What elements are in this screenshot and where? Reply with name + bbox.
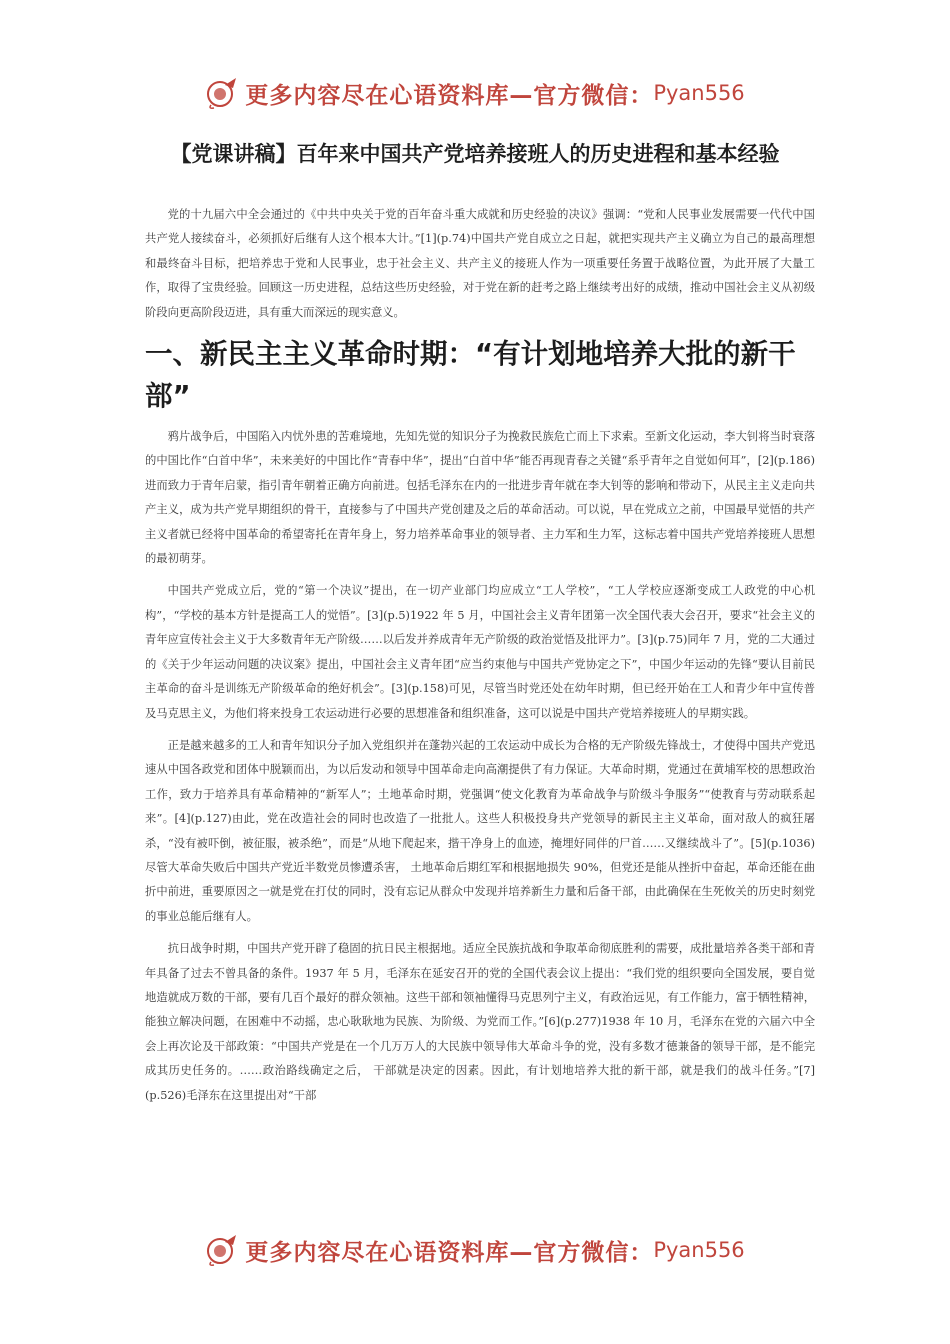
banner-wechat-id: Pyan556 [653, 1238, 745, 1262]
logo-icon [205, 75, 241, 111]
body-paragraph: 抗日战争时期，中国共产党开辟了稳固的抗日民主根据地。适应全民族抗战和争取革命彻底胜利的需要，成批量培养各类干部和青年具备了过去不曾具备的条件。1937 年 5 月，毛泽东在延安召开的党的全国代表会议上提出：“我们党的组织要向全国发展，要自觉地造就成万数的干部，要有几百个最好的群众领袖。这些干部和领袖懂得马克思列宁主义，有政治远见，有工作能力，富于牺牲精神，能独立解决问题，在困难中不动摇，忠心耿耿地为民族、为阶级、为党而工作。”[6](p.277)1938 年 10 月，毛泽东在党的六届六中全会上再次论及干部政策：“中国共产党是在一个几万万人的大民族中领导伟大革命斗争的党，没有多数才德兼备的领导干部，是不能完成其历史任务的。……政治路线确定之后， 干部就是决定的因素。因此，有计划地培养大批的新干部，就是我们的战斗任务。”[7](p.526)毛泽东在这里提出对“干部 [145, 942, 815, 1102]
section-heading: 一、新民主主义革命时期：“有计划地培养大批的新干部” [145, 338, 796, 413]
document-title: 【党课讲稿】百年来中国共产党培养接班人的历史进程和基本经验 [170, 142, 780, 166]
body-paragraph: 中国共产党成立后，党的“第一个决议”提出，在一切产业部门均应成立“工人学校”，“工人学校应逐渐变成工人政党的中心机构”，“学校的基本方针是提高工人的觉悟”。[3](p.5)1922 年 5 月，中国社会主义青年团第一次全国代表大会召开，要求“社会主义的青年应宣传社会主义于大多数青年无产阶级……以后发并养成青年无产阶级的政治觉悟及批评力”。[3](p.75)同年 7 月，党的二大通过的《关于少年运动问题的决议案》提出，中国社会主义青年团“应当约束他与中国共产党协定之下”，中国少年运动的先锋“要认目前民主革命的奋斗是训练无产阶级革命的绝好机会”。[3](p.158)可见，尽管当时党还处在幼年时期，但已经开始在工人和青少年中宣传普及马克思主义，为他们将来投身工农运动进行必要的思想准备和组织准备，这可以说是中国共产党培养接班人的早期实践。 [145, 584, 815, 720]
banner-text: 更多内容尽在心语资料库—官方微信： [245, 1239, 654, 1266]
banner-wechat-id: Pyan556 [653, 81, 745, 105]
banner-text: 更多内容尽在心语资料库—官方微信： [245, 82, 654, 109]
header-banner [0, 73, 950, 113]
footer-banner [0, 1230, 950, 1270]
body-paragraph: 正是越来越多的工人和青年知识分子加入党组织并在蓬勃兴起的工农运动中成长为合格的无产阶级先锋战士，才使得中国共产党迅速从中国各政党和团体中脱颖而出，为以后发动和领导中国革命走向高潮提供了有力保证。大革命时期，党通过在黄埔军校的思想政治工作，致力于培养具有革命精神的“新军人”；土地革命时期，党强调“使文化教育为革命战争与阶级斗争服务”“使教育与劳动联系起来”。[4](p.127)由此，党在改造社会的同时也改造了一批批人。这些人积极投身共产党领导的新民主主义革命，面对敌人的疯狂屠杀，“没有被吓倒，被征服，被杀绝”，而是“从地下爬起来，揩干净身上的血迹，掩埋好同伴的尸首……又继续战斗了”。[5](p.1036)尽管大革命失败后中国共产党近半数党员惨遭杀害， 土地革命后期红军和根据地损失 90%，但党还是能从挫折中奋起，革命还能在曲折中前进，重要原因之一就是党在打仗的同时，没有忘记从群众中发现并培养新生力量和后备干部，由此确保在生死攸关的历史时刻党的事业总能后继有人。 [145, 738, 815, 923]
intro-paragraph: 党的十九届六中全会通过的《中共中央关于党的百年奋斗重大成就和历史经验的决议》强调：“党和人民事业发展需要一代代中国共产党人接续奋斗，必须抓好后继有人这个根本大计。”[1](p.74)中国共产党自成立之日起，就把实现共产主义确立为自己的最高理想和最终奋斗目标，把培养忠于党和人民事业，忠于社会主义、共产主义的接班人作为一项重要任务置于战略位置，为此开展了大量工作，取得了宝贵经验。回顾这一历史进程，总结这些历史经验，对于党在新的赶考之路上继续考出好的成绩，推动中国社会主义从初级阶段向更高阶段迈进，具有重大而深远的现实意义。 [145, 208, 815, 319]
body-paragraph: 鸦片战争后，中国陷入内忧外患的苦难境地，先知先觉的知识分子为挽救民族危亡而上下求索。至新文化运动，李大钊将当时衰落的中国比作“白首中华”，未来美好的中国比作“青春中华”，提出“白首中华”能否再现青春之关键“系乎青年之自觉如何耳”，[2](p.186)进而致力于青年启蒙，指引青年朝着正确方向前进。包括毛泽东在内的一批进步青年就在李大钊等的影响和带动下，从民主主义走向共产主义，成为共产党早期组织的骨干，直接参与了中国共产党创建及之后的革命活动。可以说，早在党成立之前，中国最早觉悟的共产主义者就已经将中国革命的希望寄托在青年身上，努力培养革命事业的领导者、主力军和生力军，这标志着中国共产党培养接班人思想的最初萌芽。 [145, 430, 815, 566]
document-body [145, 203, 815, 1116]
logo-icon [205, 1232, 241, 1268]
